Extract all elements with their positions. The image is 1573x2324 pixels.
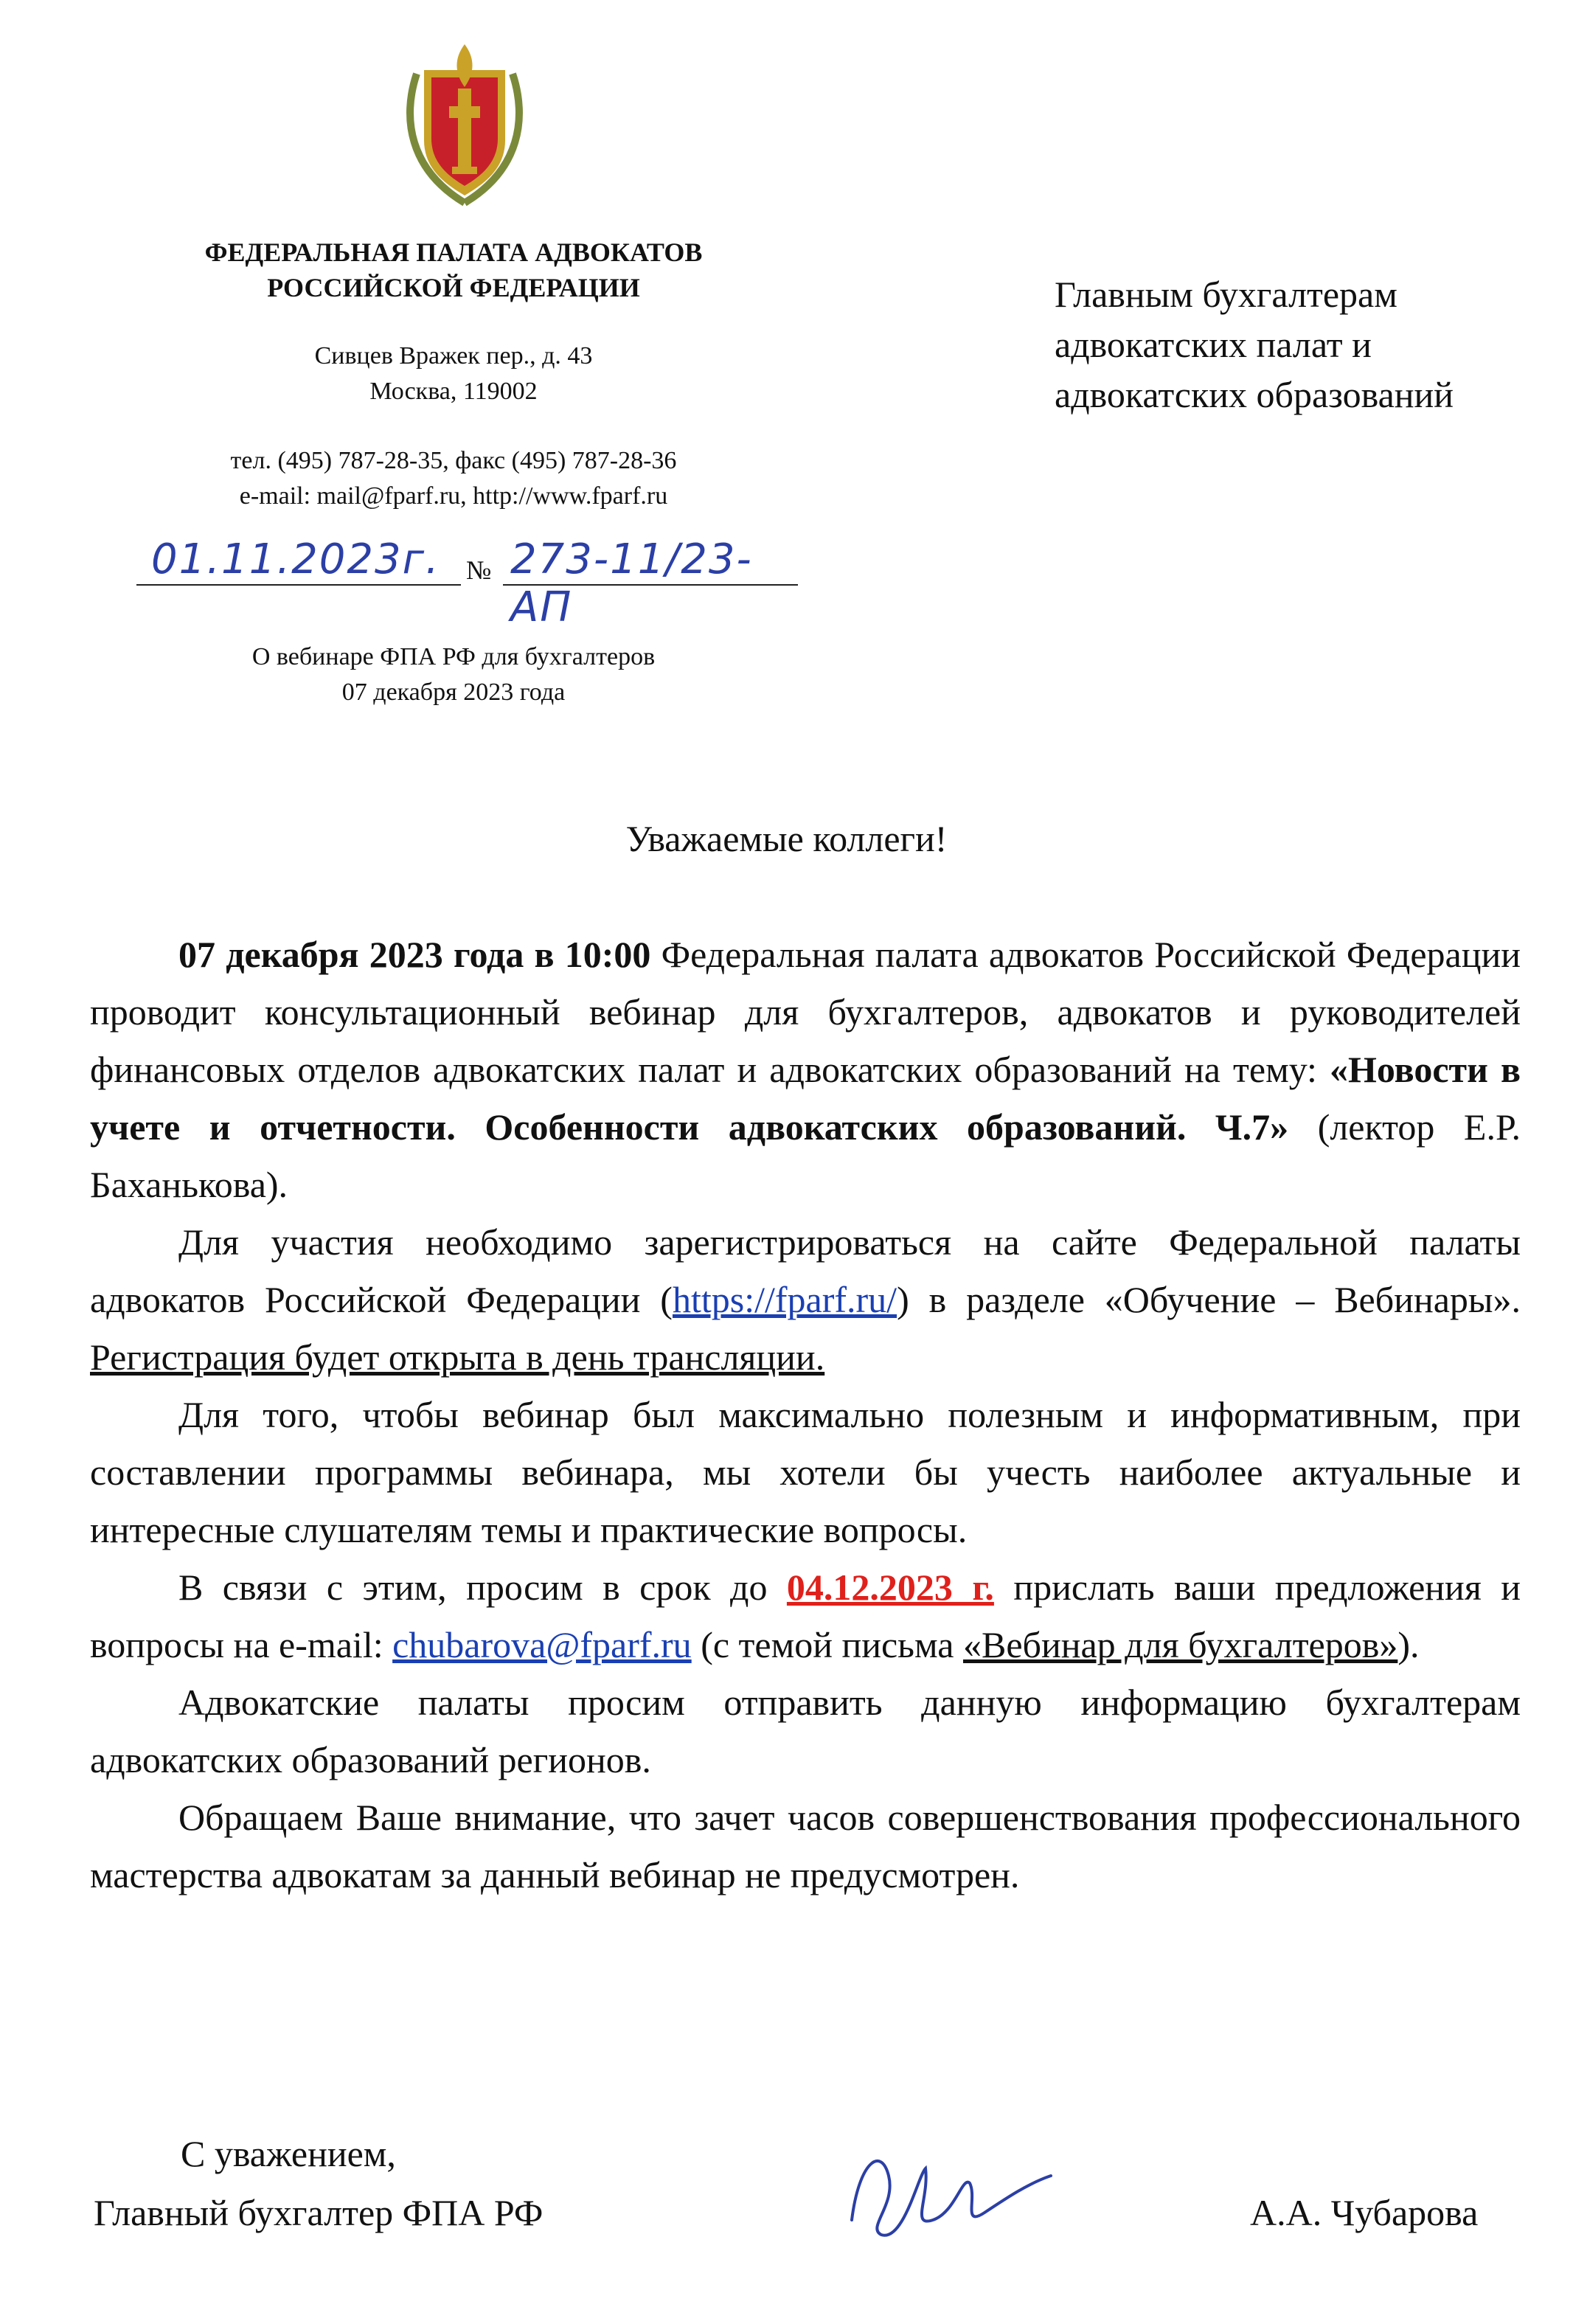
- paragraph-1: [90, 926, 1521, 1213]
- p2-text: Для участия необходимо зарегистрироваться на сайте Федеральной палаты адвокатов Российской Федерации (: [90, 1221, 1521, 1320]
- p4-end: ).: [1397, 1624, 1420, 1665]
- signer-position: Главный бухгалтер ФПА РФ: [94, 2192, 544, 2233]
- emblem-logo: [395, 30, 535, 214]
- p1-text: Федеральная палата адвокатов Российской Федерации проводит консультационный вебинар для бухгалтеров, адвокатов и руководителей финансовых отделов адвокатских палат и адвокатских образований на тему:: [90, 934, 1521, 1090]
- email-link[interactable]: chubarova@fparf.ru: [392, 1624, 692, 1665]
- reg-number-field: [503, 535, 798, 631]
- signer-name: А.А. Чубарова: [1250, 2192, 1479, 2233]
- p2-section: ) в разделе «Обучение – Вебинары».: [897, 1279, 1521, 1320]
- reg-number-label: №: [466, 555, 492, 585]
- reg-date: 01.11.2023г.: [151, 535, 440, 583]
- p4-request: прислать ваши предложения и вопросы на e-mail:: [90, 1567, 1521, 1665]
- subject-line2: 07 декабря 2023 года: [341, 679, 566, 706]
- letter-body: [90, 926, 1521, 1904]
- paragraph-6: Обращаем Ваше внимание, что зачет часов совершенствования профессионального мастерства адвокатам за данный вебинар не предусмотрен.: [90, 1797, 1521, 1895]
- p4-text: В связи с этим, просим в срок до: [178, 1567, 787, 1608]
- recipient-line2: адвокатских палат и: [1055, 324, 1372, 365]
- p1-lecturer: (лектор Е.Р. Баханькова).: [90, 1106, 1521, 1205]
- paragraph-4: [90, 1558, 1521, 1673]
- paragraph-2: [90, 1213, 1521, 1386]
- registration-note: Регистрация будет открыта в день трансляции.: [90, 1336, 825, 1378]
- reg-date-field: [136, 535, 461, 586]
- deadline-date: 04.12.2023 г.: [786, 1567, 994, 1608]
- event-datetime: 07 декабря 2023 года в 10:00: [178, 934, 651, 975]
- paragraph-5: Адвокатские палаты просим отправить данную информацию бухгалтерам адвокатских образований регионов.: [90, 1682, 1521, 1780]
- handwritten-signature: [837, 2132, 1058, 2250]
- subject-line1: О вебинаре ФПА РФ для бухгалтеров: [251, 643, 656, 670]
- email-subject: «Вебинар для бухгалтеров»: [962, 1624, 1398, 1665]
- org-name-line2: РОССИЙСКОЙ ФЕДЕРАЦИИ: [267, 273, 640, 302]
- recipient-line1: Главным бухгалтерам: [1055, 274, 1397, 315]
- closing: С уважением,: [181, 2133, 396, 2174]
- p4-subject-intro: (с темой письма: [691, 1624, 963, 1665]
- address-line1: Сивцев Вражек пер., д. 43: [314, 342, 593, 370]
- recipient-block: [1055, 269, 1454, 420]
- greeting: Уважаемые коллеги!: [625, 818, 948, 859]
- reg-number: 273-11/23-АП: [510, 535, 753, 631]
- phone-line: тел. (495) 787-28-35, факс (495) 787-28-36: [230, 447, 677, 474]
- recipient-line3: адвокатских образований: [1055, 374, 1454, 415]
- fparf-link[interactable]: https://fparf.ru/: [672, 1279, 897, 1320]
- org-name-line1: ФЕДЕРАЛЬНАЯ ПАЛАТА АДВОКАТОВ: [204, 237, 703, 267]
- paragraph-3: Для того, чтобы вебинар был максимально полезным и информативным, при составлении программы вебинара, мы хотели бы учесть наиболее актуальные и интересные слушателям темы и практические вопросы.: [90, 1394, 1521, 1550]
- webinar-topic: «Новости в учете и отчетности. Особенности адвокатских образований. Ч.7»: [90, 1049, 1521, 1148]
- email-line: e-mail: mail@fparf.ru, http://www.fparf.ru: [239, 482, 668, 510]
- address-line2: Москва, 119002: [369, 378, 538, 405]
